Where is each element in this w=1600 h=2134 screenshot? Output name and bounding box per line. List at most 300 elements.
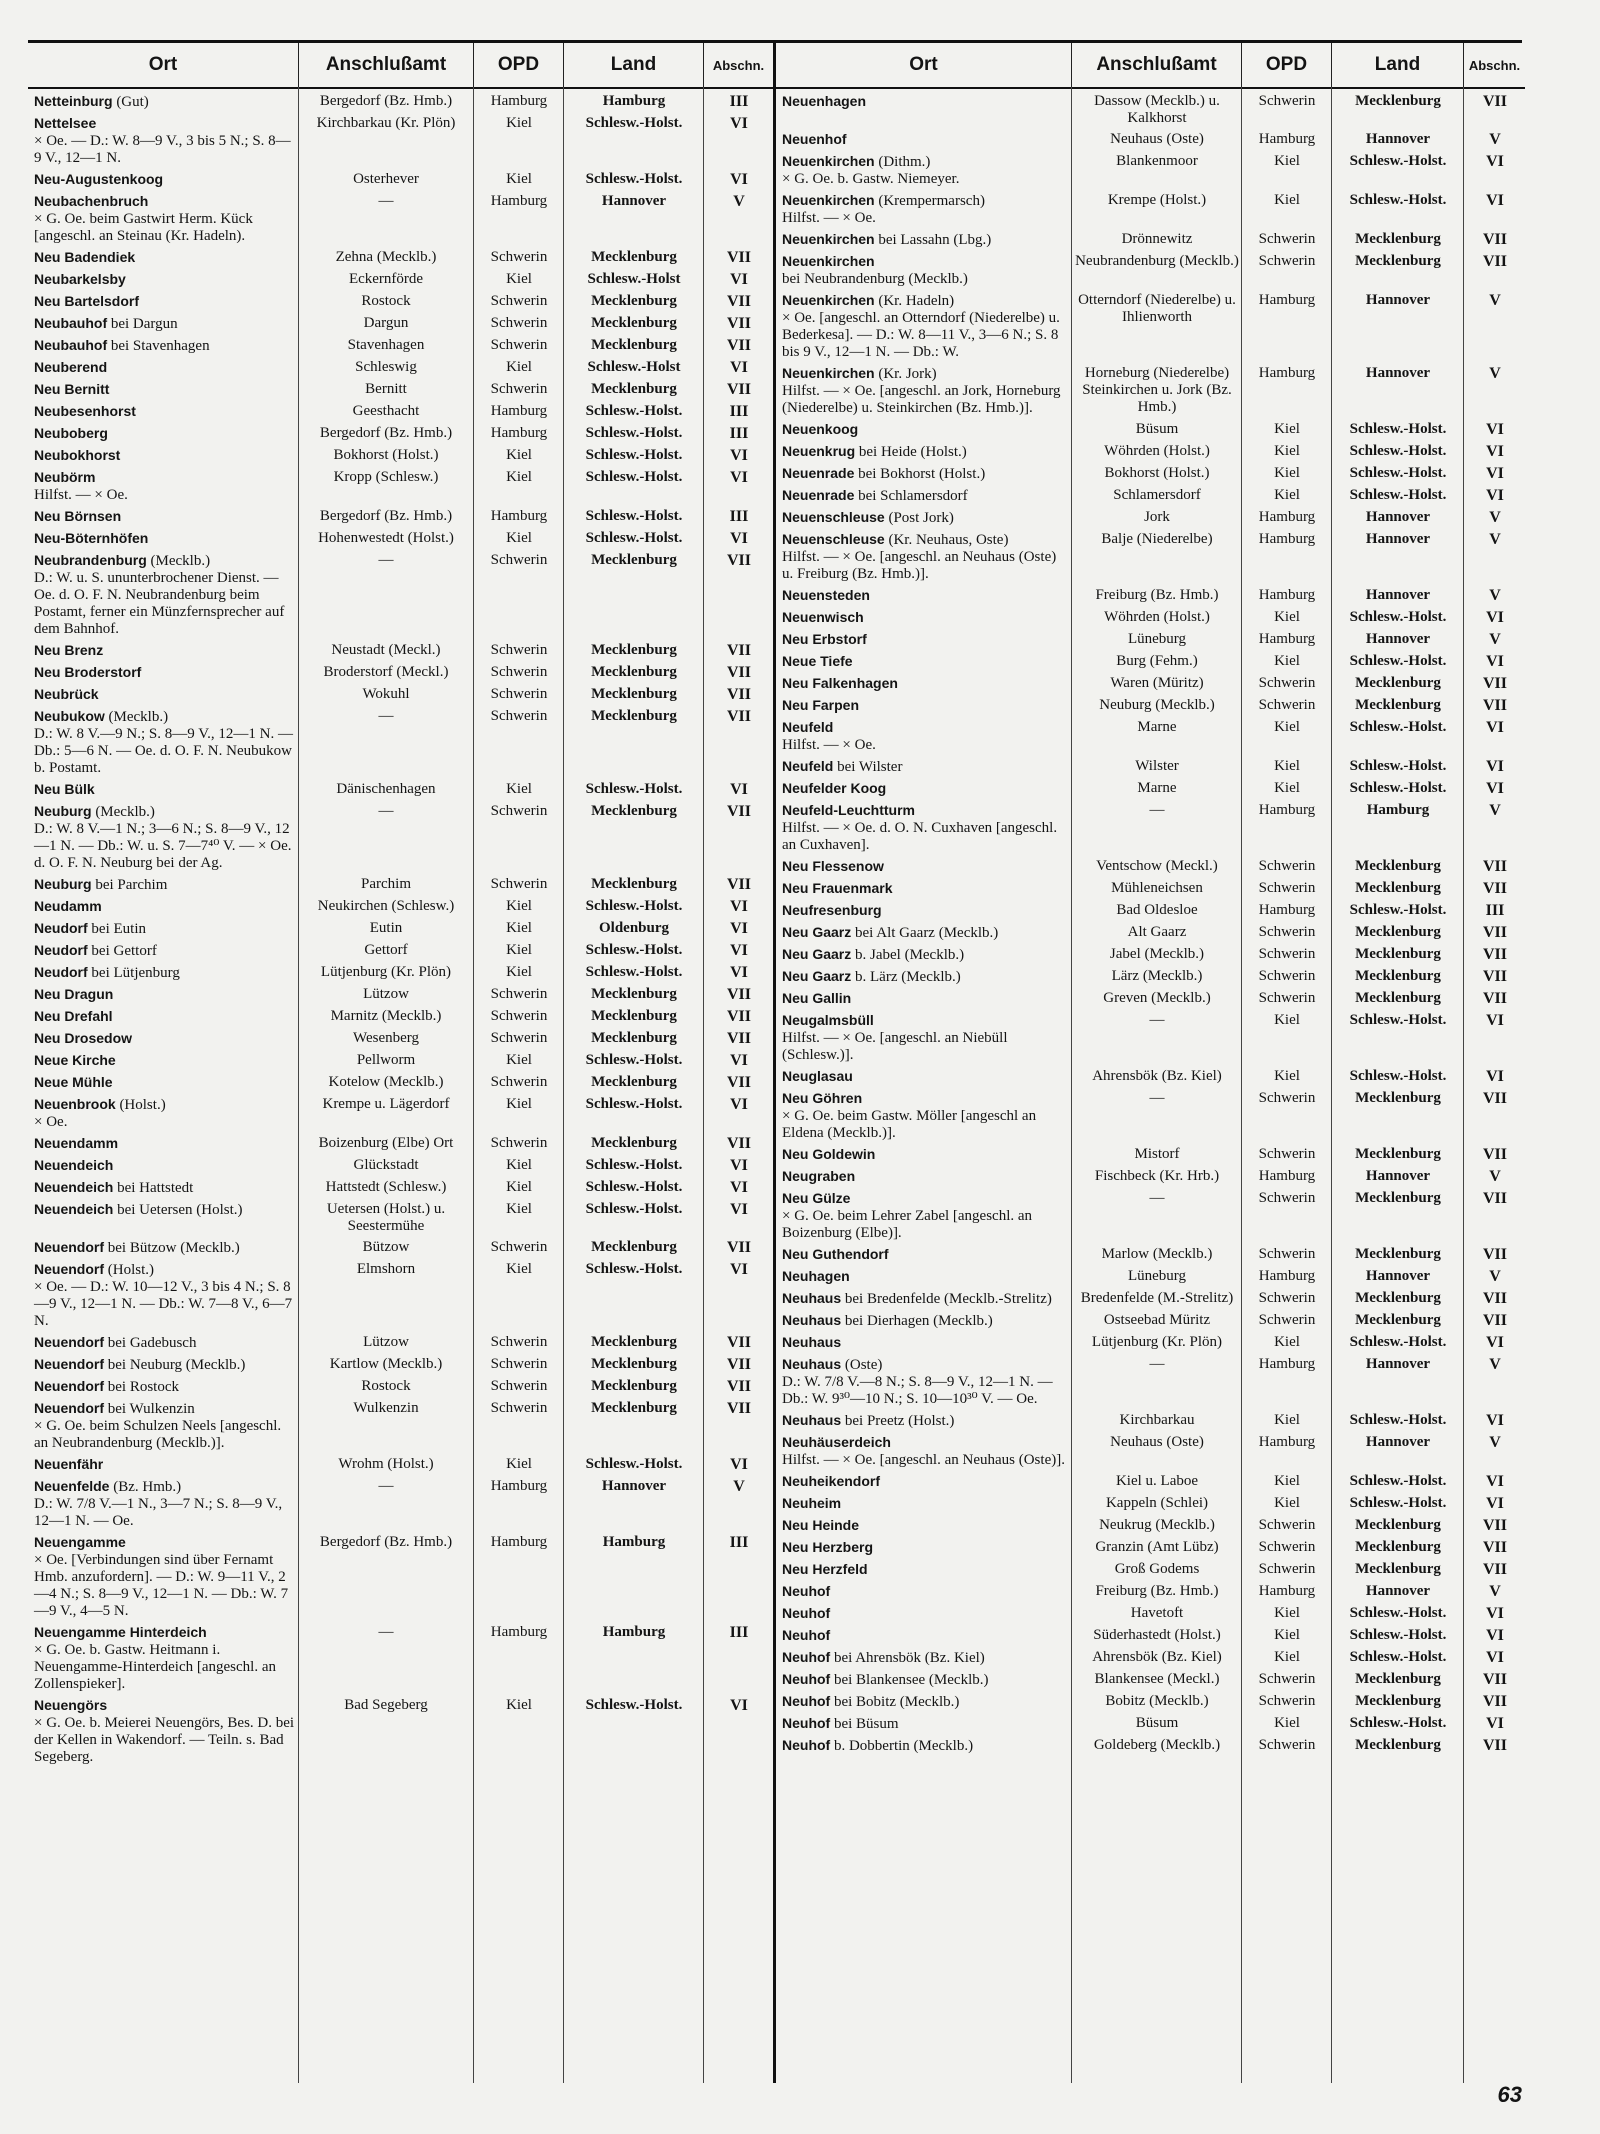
place-name: Neuenkirchen: [782, 231, 875, 247]
header-land: Land: [1331, 43, 1463, 87]
section-cell: VI: [730, 781, 748, 798]
land-cell: Schlesw.-Holst.: [1349, 653, 1447, 669]
section-cell: VII: [1482, 880, 1507, 897]
exchange-cell: Geesthacht: [352, 403, 420, 419]
opd-cell: Kiel: [1274, 1412, 1300, 1428]
exchange-cell: Kirchbarkau (Kr. Plön): [316, 115, 456, 131]
table-row: [776, 990, 1525, 1008]
opd-cell: Hamburg: [1258, 365, 1316, 381]
opd-cell: Kiel: [1274, 465, 1300, 481]
opd-cell: Hamburg: [490, 1624, 548, 1640]
place-cell: [782, 924, 1070, 942]
table-row: [28, 508, 773, 526]
land-cell: Schlesw.-Holst.: [1349, 1605, 1447, 1621]
exchange-cell: Dargun: [363, 315, 409, 331]
table-row: [776, 253, 1525, 288]
opd-cell: Schwerin: [1258, 1246, 1316, 1262]
exchange-cell: Süderhastedt (Holst.): [1093, 1627, 1221, 1643]
opd-cell: Schwerin: [1258, 1517, 1316, 1533]
opd-cell: Kiel: [506, 1179, 532, 1195]
table-row: [776, 924, 1525, 942]
land-cell: Schlesw.-Holst.: [1349, 1649, 1447, 1665]
land-cell: Mecklenburg: [1355, 93, 1441, 109]
table-row: [28, 530, 773, 548]
place-name: Neuhäuserdeich: [782, 1434, 891, 1450]
land-cell: Mecklenburg: [591, 315, 677, 331]
table-row: [28, 803, 773, 872]
section-cell: VI: [730, 447, 748, 464]
land-cell: Schlesw.-Holst.: [585, 403, 683, 419]
exchange-cell: Otterndorf (Niederelbe) u. Ihlienworth: [1078, 292, 1236, 325]
exchange-cell: Elmshorn: [356, 1261, 416, 1277]
place-name: Neuhaus: [782, 1356, 842, 1372]
section-cell: V: [1489, 1583, 1501, 1600]
place-cell: [34, 530, 296, 548]
place-name: Neu Badendiek: [34, 249, 136, 265]
place-cell: [782, 1090, 1070, 1142]
land-cell: Schlesw.-Holst: [587, 271, 681, 287]
place-note: × G. Oe. beim Gastwirt Herm. Kück [angeschl. an Steinau (Kr. Hadeln).: [34, 211, 253, 244]
exchange-cell: Rostock: [361, 293, 411, 309]
opd-cell: Kiel: [1274, 192, 1300, 208]
opd-cell: Kiel: [1274, 443, 1300, 459]
place-qualifier: (Kr. Jork): [874, 366, 937, 382]
land-cell: Mecklenburg: [1355, 697, 1441, 713]
place-cell: [782, 946, 1070, 964]
land-cell: Mecklenburg: [1355, 968, 1441, 984]
land-cell: Mecklenburg: [1355, 1146, 1441, 1162]
place-qualifier: bei Alt Gaarz (Mecklb.): [851, 925, 999, 941]
exchange-cell: Büsum: [1135, 421, 1179, 437]
exchange-cell: Bokhorst (Holst.): [1104, 465, 1210, 481]
place-cell: [34, 986, 296, 1004]
place-name: Neu Gaarz: [782, 968, 852, 984]
table-row: [28, 1334, 773, 1352]
section-cell: VI: [730, 1261, 748, 1278]
table-row: [776, 1268, 1525, 1286]
exchange-cell: Drönnewitz: [1121, 231, 1193, 247]
place-name: Neudorf: [34, 964, 88, 980]
table-row: [776, 1190, 1525, 1242]
place-qualifier: (Bz. Hmb.): [109, 1479, 182, 1495]
exchange-cell: Osterhever: [353, 171, 419, 187]
opd-cell: Kiel: [1274, 780, 1300, 796]
section-cell: VII: [1482, 1737, 1507, 1754]
section-cell: VII: [726, 1030, 751, 1047]
place-qualifier: bei Dierhagen (Mecklb.): [841, 1313, 993, 1329]
land-cell: Hannover: [1365, 1583, 1431, 1599]
exchange-cell: Marne: [1137, 780, 1177, 796]
place-cell: [34, 1456, 296, 1474]
place-name: Neufeld: [782, 758, 834, 774]
table-row: [776, 802, 1525, 854]
exchange-cell: Bredenfelde (M.-Strelitz): [1080, 1290, 1234, 1306]
opd-cell: Hamburg: [1258, 902, 1316, 918]
place-qualifier: bei Gadebusch: [104, 1335, 197, 1351]
table-row: [776, 1312, 1525, 1330]
place-note: × Oe. [Verbindungen sind über Fernamt Hmb. anzufordern]. — D.: W. 9—11 V., 2—4 N.; S. 8—9 V., 12—1 N. — Db.: W. 7—9 V., 4—5 N.: [34, 1552, 289, 1619]
land-cell: Schlesw.-Holst.: [1349, 421, 1447, 437]
table-row: [28, 171, 773, 189]
place-cell: [34, 1052, 296, 1070]
place-qualifier: (Kr. Hadeln): [874, 293, 955, 309]
land-cell: Schlesw.-Holst.: [1349, 1473, 1447, 1489]
table-row: [28, 315, 773, 333]
table-row: [28, 1030, 773, 1048]
land-cell: Mecklenburg: [1355, 1517, 1441, 1533]
place-cell: [782, 443, 1070, 461]
section-cell: VI: [1486, 1334, 1504, 1351]
section-cell: VI: [1486, 421, 1504, 438]
opd-cell: Kiel: [1274, 1715, 1300, 1731]
opd-cell: Schwerin: [490, 381, 548, 397]
section-cell: VI: [730, 359, 748, 376]
section-cell: VII: [726, 1400, 751, 1417]
place-name: Neubokhorst: [34, 447, 121, 463]
section-cell: VII: [726, 686, 751, 703]
opd-cell: Schwerin: [490, 552, 548, 568]
place-note: Hilfst. — × Oe. [angeschl. an Jork, Horneburg (Niederelbe) u. Steinkirchen (Bz. Hmb.)].: [782, 383, 1061, 416]
section-cell: III: [729, 425, 749, 442]
section-cell: VI: [1486, 1605, 1504, 1622]
land-cell: Mecklenburg: [1355, 858, 1441, 874]
opd-cell: Kiel: [506, 964, 532, 980]
opd-cell: Kiel: [506, 920, 532, 936]
place-qualifier: b. Lärz (Mecklb.): [851, 969, 961, 985]
place-cell: [782, 131, 1070, 149]
place-qualifier: bei Uetersen (Holst.): [113, 1202, 243, 1218]
opd-cell: Kiel: [506, 942, 532, 958]
place-name: Neubrandenburg: [34, 552, 147, 568]
table-row: [28, 271, 773, 289]
place-name: Neugalmsbüll: [782, 1012, 874, 1028]
exchange-cell: Granzin (Amt Lübz): [1095, 1539, 1219, 1555]
exchange-cell: Dassow (Mecklb.) u. Kalkhorst: [1094, 93, 1220, 126]
place-cell: [34, 642, 296, 660]
section-cell: VI: [1486, 1495, 1504, 1512]
section-cell: V: [1489, 509, 1501, 526]
table-row: [28, 1008, 773, 1026]
place-cell: [782, 253, 1070, 288]
place-qualifier: bei Lassahn (Lbg.): [874, 232, 992, 248]
opd-cell: Kiel: [506, 898, 532, 914]
section-cell: VI: [1486, 719, 1504, 736]
land-cell: Schlesw.-Holst.: [1349, 902, 1447, 918]
exchange-cell: Boizenburg (Elbe) Ort: [318, 1135, 454, 1151]
land-cell: Mecklenburg: [591, 1334, 677, 1350]
land-cell: Schlesw.-Holst.: [1349, 780, 1447, 796]
place-cell: [782, 902, 1070, 920]
place-qualifier: bei Gettorf: [87, 943, 157, 959]
exchange-cell: —: [378, 803, 394, 819]
exchange-cell: Neuhaus (Oste): [1110, 1434, 1204, 1450]
opd-cell: Kiel: [1274, 153, 1300, 169]
land-cell: Hannover: [1365, 1168, 1431, 1184]
place-cell: [34, 803, 296, 872]
place-cell: [34, 1261, 296, 1330]
table-row: [28, 708, 773, 777]
opd-cell: Kiel: [1274, 1649, 1300, 1665]
opd-cell: Hamburg: [490, 1534, 548, 1550]
place-name: Neuenfelde: [34, 1478, 110, 1494]
section-cell: VII: [1482, 1693, 1507, 1710]
opd-cell: Kiel: [506, 1261, 532, 1277]
place-note: Hilfst. — × Oe.: [34, 487, 128, 503]
table-row: [776, 1246, 1525, 1264]
exchange-cell: Alt Gaarz: [1127, 924, 1187, 940]
land-cell: Schlesw.-Holst.: [1349, 609, 1447, 625]
exchange-cell: Freiburg (Bz. Hmb.): [1095, 1583, 1219, 1599]
place-qualifier: (Oste): [841, 1357, 883, 1373]
section-cell: VII: [726, 1135, 751, 1152]
place-name: Neu Gallin: [782, 990, 852, 1006]
table-row: [776, 1434, 1525, 1469]
land-cell: Mecklenburg: [1355, 1693, 1441, 1709]
section-cell: VI: [730, 1201, 748, 1218]
opd-cell: Kiel: [506, 271, 532, 287]
exchange-cell: Wesenberg: [353, 1030, 419, 1046]
land-cell: Schlesw.-Holst.: [1349, 192, 1447, 208]
place-note: bei Neubrandenburg (Mecklb.): [782, 271, 968, 287]
section-cell: III: [1485, 902, 1505, 919]
section-cell: VI: [730, 964, 748, 981]
land-cell: Hamburg: [602, 93, 666, 109]
section-cell: V: [733, 1478, 745, 1495]
section-cell: VI: [1486, 780, 1504, 797]
opd-cell: Schwerin: [490, 1356, 548, 1372]
opd-cell: Schwerin: [490, 642, 548, 658]
land-cell: Schlesw.-Holst.: [585, 1201, 683, 1217]
place-cell: [782, 1715, 1070, 1733]
place-name: Netteinburg: [34, 93, 113, 109]
opd-cell: Kiel: [1274, 653, 1300, 669]
exchange-cell: Kirchbarkau: [1119, 1412, 1195, 1428]
place-cell: [782, 192, 1070, 227]
land-cell: Oldenburg: [598, 920, 670, 936]
exchange-cell: Eutin: [369, 920, 403, 936]
table-row: [28, 1157, 773, 1175]
place-qualifier: bei Bokhorst (Holst.): [854, 466, 986, 482]
exchange-cell: Broderstorf (Meckl.): [323, 664, 449, 680]
land-cell: Schlesw.-Holst.: [585, 530, 683, 546]
table-row: [28, 403, 773, 421]
section-cell: VII: [1482, 253, 1507, 270]
exchange-cell: Gettorf: [364, 942, 408, 958]
land-cell: Mecklenburg: [1355, 253, 1441, 269]
place-name: Neuheikendorf: [782, 1473, 881, 1489]
section-cell: VII: [1482, 1090, 1507, 1107]
exchange-cell: Groß Godems: [1114, 1561, 1200, 1577]
land-cell: Mecklenburg: [591, 986, 677, 1002]
table-row: [28, 686, 773, 704]
place-note: Hilfst. — × Oe. [angeschl. an Neuhaus (Oste)].: [782, 1452, 1065, 1468]
opd-cell: Kiel: [1274, 487, 1300, 503]
exchange-cell: Schleswig: [355, 359, 417, 375]
opd-cell: Kiel: [1274, 758, 1300, 774]
exchange-cell: Wrohm (Holst.): [338, 1456, 434, 1472]
place-qualifier: (Kr. Neuhaus, Oste): [884, 532, 1009, 548]
place-name: Neu Börnsen: [34, 508, 122, 524]
place-cell: [782, 1539, 1070, 1557]
section-cell: III: [729, 508, 749, 525]
place-name: Neudorf: [34, 920, 88, 936]
land-cell: Schlesw.-Holst.: [585, 1261, 683, 1277]
section-cell: VII: [726, 708, 751, 725]
table-row: [28, 876, 773, 894]
left-entries: [28, 93, 773, 2083]
place-cell: [34, 359, 296, 377]
exchange-cell: —: [378, 708, 394, 724]
table-header: [776, 43, 1525, 89]
place-name: Neuendeich: [34, 1201, 114, 1217]
place-name: Neuboberg: [34, 425, 108, 441]
exchange-cell: Büsum: [1135, 1715, 1179, 1731]
land-cell: Mecklenburg: [591, 642, 677, 658]
place-name: Neu Brenz: [34, 642, 104, 658]
opd-cell: Kiel: [506, 171, 532, 187]
opd-cell: Kiel: [506, 469, 532, 485]
section-cell: VII: [726, 337, 751, 354]
land-cell: Hannover: [1365, 1434, 1431, 1450]
header-abschnitt: Abschn.: [703, 43, 773, 87]
place-cell: [34, 552, 296, 638]
table-row: [776, 1068, 1525, 1086]
opd-cell: Schwerin: [1258, 968, 1316, 984]
place-name: Neu Dragun: [34, 986, 114, 1002]
land-cell: Hannover: [1365, 365, 1431, 381]
table-row: [28, 469, 773, 504]
place-cell: [34, 1008, 296, 1026]
place-name: Neu Bernitt: [34, 381, 110, 397]
place-name: Neubesenhorst: [34, 403, 136, 419]
land-cell: Mecklenburg: [591, 1378, 677, 1394]
place-name: Neuhof: [782, 1715, 831, 1731]
exchange-cell: Lütjenburg (Kr. Plön): [1091, 1334, 1223, 1350]
place-name: Neuendeich: [34, 1157, 114, 1173]
exchange-cell: Goldeberg (Mecklb.): [1093, 1737, 1221, 1753]
place-cell: [34, 1157, 296, 1175]
land-cell: Hannover: [1365, 131, 1431, 147]
land-cell: Schlesw.-Holst.: [585, 171, 683, 187]
place-cell: [782, 1190, 1070, 1242]
place-cell: [34, 1179, 296, 1197]
section-cell: VI: [730, 115, 748, 132]
place-cell: [782, 780, 1070, 798]
place-name: Neuenkirchen: [782, 153, 875, 169]
place-name: Neu Gaarz: [782, 946, 852, 962]
opd-cell: Schwerin: [1258, 1190, 1316, 1206]
exchange-cell: —: [1149, 1012, 1165, 1028]
land-cell: Schlesw.-Holst.: [1349, 1068, 1447, 1084]
exchange-cell: Lärz (Mecklb.): [1111, 968, 1203, 984]
section-cell: VII: [726, 1074, 751, 1091]
place-qualifier: bei Dargun: [107, 316, 178, 332]
place-qualifier: (Mecklb.): [104, 709, 169, 725]
place-cell: [782, 1168, 1070, 1186]
place-name: Neuenkirchen: [782, 365, 875, 381]
land-cell: Mecklenburg: [591, 293, 677, 309]
place-name: Neuenhagen: [782, 93, 867, 109]
land-cell: Schlesw.-Holst.: [585, 942, 683, 958]
place-cell: [34, 1135, 296, 1153]
place-cell: [34, 708, 296, 777]
land-cell: Mecklenburg: [1355, 1246, 1441, 1262]
opd-cell: Kiel: [1274, 1495, 1300, 1511]
opd-cell: Kiel: [1274, 1012, 1300, 1028]
table-row: [776, 1693, 1525, 1711]
table-row: [28, 359, 773, 377]
place-qualifier: bei Schlamersdorf: [854, 488, 968, 504]
table-row: [776, 421, 1525, 439]
land-cell: Mecklenburg: [591, 381, 677, 397]
section-cell: VII: [1482, 675, 1507, 692]
place-cell: [34, 171, 296, 189]
table-row: [776, 1671, 1525, 1689]
place-note: × Oe. — D.: W. 8—9 V., 3 bis 5 N.; S. 8—9 V., 12—1 N.: [34, 133, 291, 166]
section-cell: V: [1489, 292, 1501, 309]
table-row: [776, 1517, 1525, 1535]
place-cell: [782, 153, 1070, 188]
place-cell: [34, 193, 296, 245]
land-cell: Schlesw.-Holst.: [585, 1096, 683, 1112]
table-row: [28, 898, 773, 916]
place-name: Neu Bartelsdorf: [34, 293, 140, 309]
place-name: Neuenkrug: [782, 443, 856, 459]
exchange-cell: Wulkenzin: [353, 1400, 419, 1416]
place-name: Neuhof: [782, 1693, 831, 1709]
place-name: Neubachenbruch: [34, 193, 149, 209]
opd-cell: Kiel: [506, 530, 532, 546]
place-cell: [782, 631, 1070, 649]
table-row: [28, 552, 773, 638]
table-row: [28, 1356, 773, 1374]
place-qualifier: bei Stavenhagen: [107, 338, 210, 354]
opd-cell: Hamburg: [1258, 802, 1316, 818]
table-row: [776, 531, 1525, 583]
opd-cell: Schwerin: [490, 1135, 548, 1151]
section-cell: VII: [726, 1334, 751, 1351]
exchange-cell: Ventschow (Meckl.): [1096, 858, 1218, 874]
table-row: [28, 942, 773, 960]
opd-cell: Schwerin: [490, 1074, 548, 1090]
land-cell: Schlesw.-Holst.: [585, 469, 683, 485]
land-cell: Schlesw.-Holst.: [585, 964, 683, 980]
place-cell: [782, 1334, 1070, 1352]
place-name: Neuburg: [34, 876, 92, 892]
place-cell: [782, 609, 1070, 627]
place-name: Neufeld: [782, 719, 834, 735]
opd-cell: Schwerin: [1258, 946, 1316, 962]
exchange-cell: Hattstedt (Schlesw.): [325, 1179, 447, 1195]
exchange-cell: Jabel (Mecklb.): [1109, 946, 1205, 962]
place-cell: [782, 1290, 1070, 1308]
left-column-block: [28, 43, 773, 2083]
place-cell: [782, 1012, 1070, 1064]
exchange-cell: Krempe (Holst.): [1107, 192, 1207, 208]
place-name: Neue Tiefe: [782, 653, 853, 669]
land-cell: Schlesw.-Holst.: [1349, 153, 1447, 169]
opd-cell: Schwerin: [1258, 858, 1316, 874]
opd-cell: Kiel: [506, 359, 532, 375]
land-cell: Schlesw.-Holst.: [1349, 1012, 1447, 1028]
land-cell: Mecklenburg: [1355, 231, 1441, 247]
right-column-block: [773, 43, 1525, 2083]
table-row: [28, 337, 773, 355]
land-cell: Mecklenburg: [1355, 1090, 1441, 1106]
opd-cell: Schwerin: [490, 1239, 548, 1255]
land-cell: Schlesw.-Holst: [587, 359, 681, 375]
opd-cell: Kiel: [1274, 1627, 1300, 1643]
